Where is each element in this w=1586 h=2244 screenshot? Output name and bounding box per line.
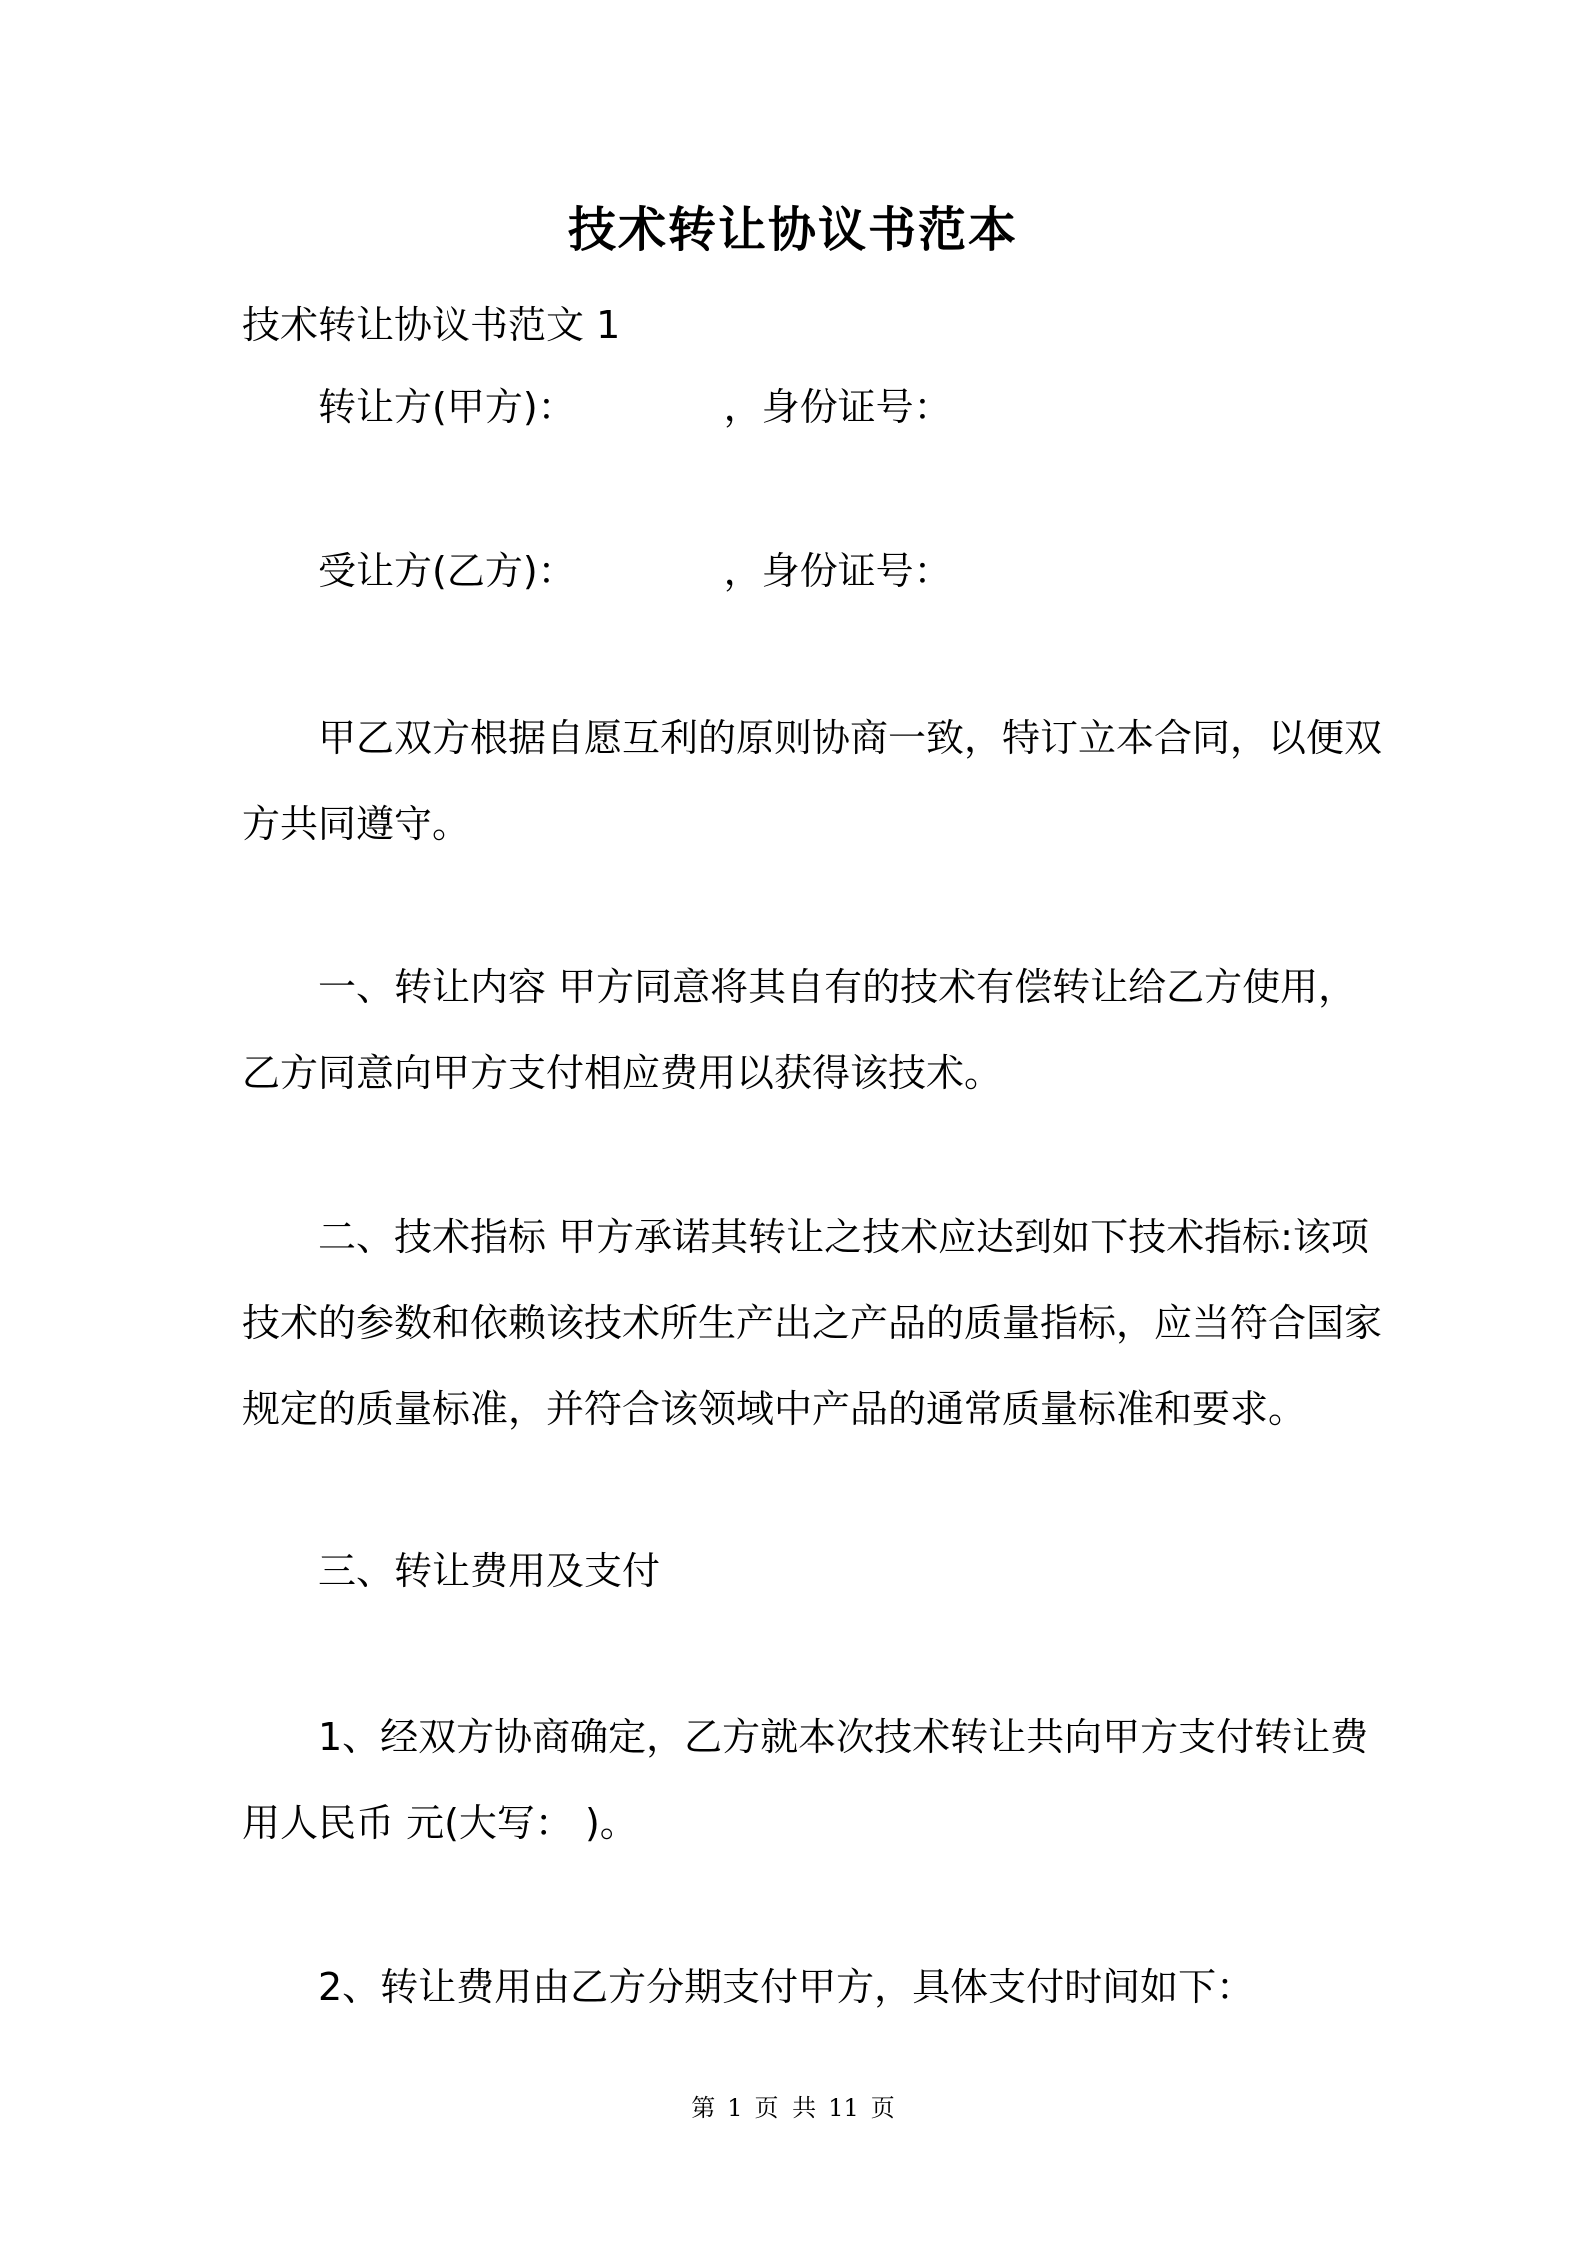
page-number-footer <box>0 2093 1586 2123</box>
intro-paragraph-line-1: 甲乙双方根据自愿互利的原则协商一致，特订立本合同，以便双 <box>318 716 1383 760</box>
document-title: 技术转让协议书范本 <box>567 202 1018 258</box>
page-current: 1 <box>727 2094 743 2122</box>
party-a-line <box>318 382 952 432</box>
section-1-line-2: 乙方同意向甲方支付相应费用以获得该技术。 <box>242 1051 1003 1095</box>
party-b-line <box>318 546 952 596</box>
section-3-item-1-line-1: 1、经双方协商确定，乙方就本次技术转让共向甲方支付转让费 <box>318 1715 1369 1759</box>
page-mid: 页 共 <box>754 2094 817 2122</box>
party-b-id-label: ，身份证号： <box>723 549 952 593</box>
party-a-label: 转让方(甲方)： <box>318 385 576 429</box>
section-3-item-1-line-2: 用人民币 元(大写： )。 <box>242 1801 638 1845</box>
document-subtitle: 技术转让协议书范文 1 <box>242 303 621 347</box>
intro-paragraph-line-2: 方共同遵守。 <box>242 802 471 846</box>
section-3-item-2: 2、转让费用由乙方分期支付甲方，具体支付时间如下： <box>318 1965 1255 2009</box>
party-b-label: 受让方(乙方)： <box>318 549 576 593</box>
section-1-line-1: 一、转让内容 甲方同意将其自有的技术有偿转让给乙方使用， <box>318 965 1357 1009</box>
page-prefix: 第 <box>691 2094 716 2122</box>
party-a-id-label: ，身份证号： <box>723 385 952 429</box>
section-3-heading: 三、转让费用及支付 <box>318 1549 661 1593</box>
page-total: 11 <box>828 2094 859 2122</box>
section-2-line-3: 规定的质量标准，并符合该领域中产品的通常质量标准和要求。 <box>242 1387 1307 1431</box>
section-2-line-2: 技术的参数和依赖该技术所生产出之产品的质量指标，应当符合国家 <box>242 1301 1383 1345</box>
page-suffix: 页 <box>870 2094 895 2122</box>
section-2-line-1: 二、技术指标 甲方承诺其转让之技术应达到如下技术指标:该项 <box>318 1215 1369 1259</box>
